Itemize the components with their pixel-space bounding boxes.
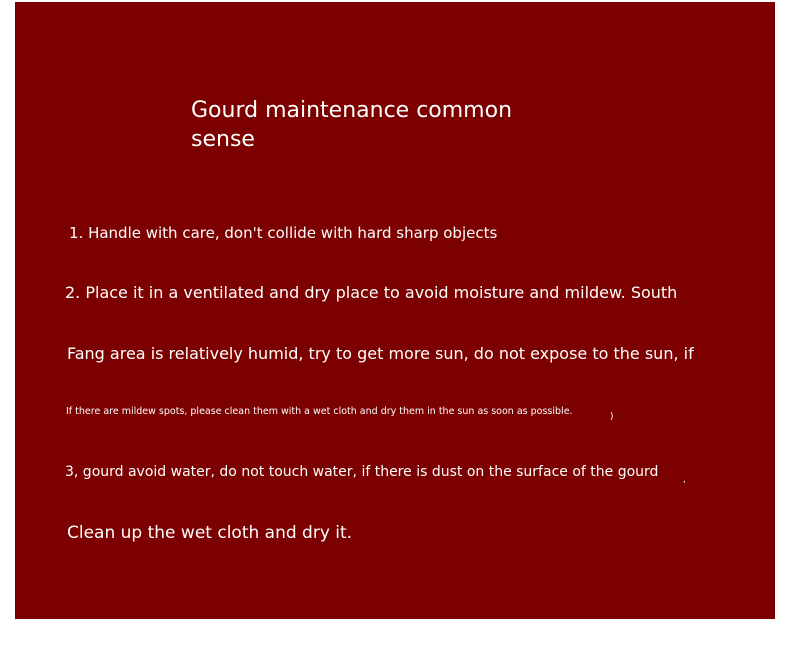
tip-line-4: If there are mildew spots, please clean them with a wet cloth and dry them in the sun as soon as possible. <box>66 406 573 417</box>
stray-mark-1: ) <box>610 412 614 422</box>
tip-line-6: Clean up the wet cloth and dry it. <box>67 523 353 543</box>
tip-line-5: 3, gourd avoid water, do not touch water, if there is dust on the surface of the gourd <box>65 464 659 480</box>
tip-line-2: 2. Place it in a ventilated and dry place to avoid moisture and mildew. South <box>65 283 678 302</box>
stray-mark-2: , <box>683 475 686 485</box>
tip-line-3: Fang area is relatively humid, try to get more sun, do not expose to the sun, if <box>67 344 694 363</box>
tip-line-1: 1. Handle with care, don't collide with hard sharp objects <box>69 224 498 242</box>
content-panel <box>15 2 775 619</box>
page-title: Gourd maintenance common sense <box>191 98 513 152</box>
